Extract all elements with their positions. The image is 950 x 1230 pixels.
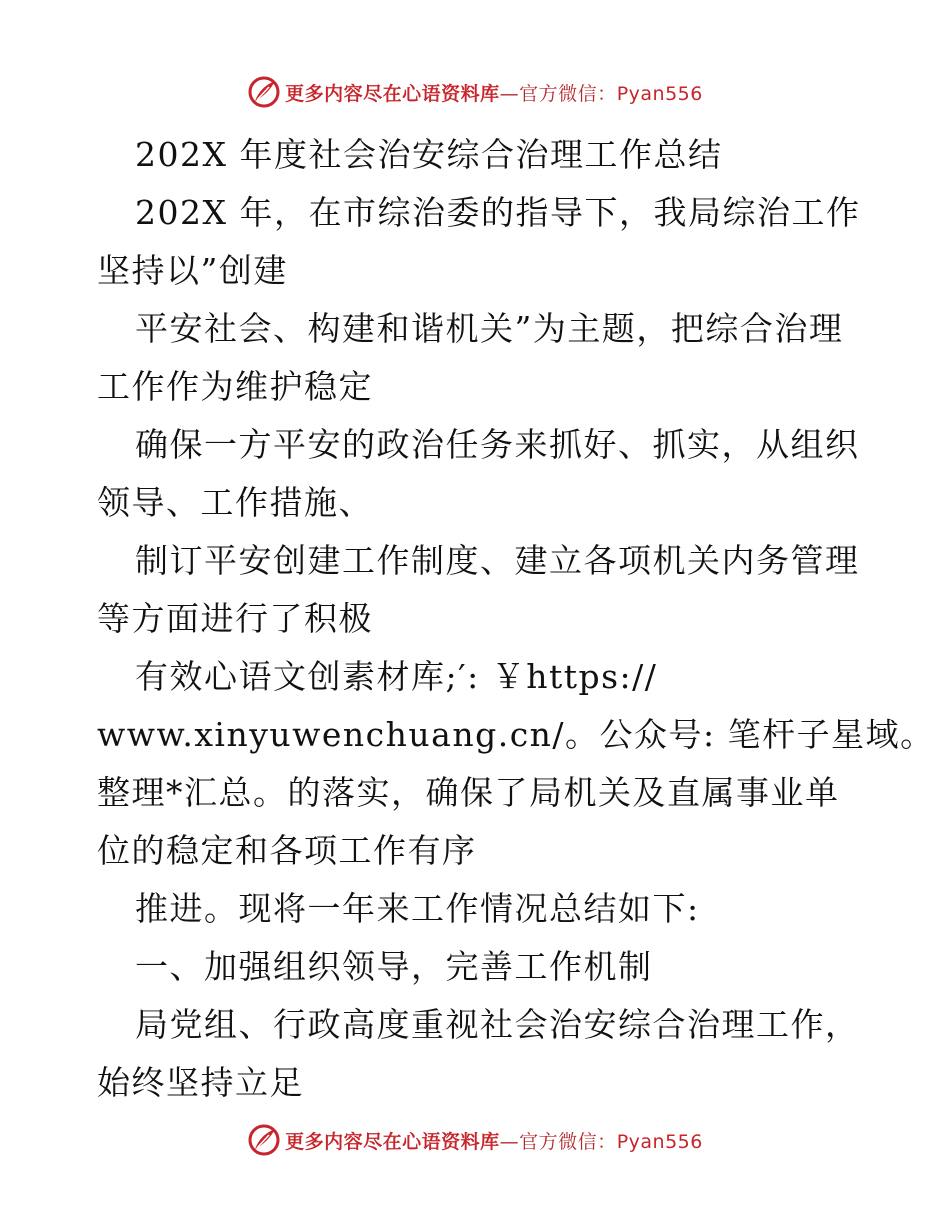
banner-wechat-id: Pyan556 (616, 82, 703, 105)
banner-dash: — (499, 1130, 520, 1153)
banner-dash: — (499, 82, 520, 105)
paragraph-line: 等方面进行了积极 (97, 599, 373, 638)
paragraph-line: 整理*汇总。的落实，确保了局机关及直属事业单 (97, 773, 840, 812)
footer-banner (0, 1118, 950, 1162)
paragraph-line: 平安社会、构建和谐机关”为主题，把综合治理 (135, 309, 844, 348)
banner-text (285, 1127, 703, 1154)
banner-slogan: 更多内容尽在心语资料库 (285, 1130, 500, 1153)
banner-text (285, 79, 703, 106)
paragraph-line: 始终坚持立足 (97, 1063, 304, 1102)
document-body (97, 126, 935, 1112)
paragraph-line: 工作作为维护稳定 (97, 367, 373, 406)
feather-pen-logo-icon (247, 1123, 281, 1157)
banner-slogan: 更多内容尽在心语资料库 (285, 82, 500, 105)
paragraph-line: 确保一方平安的政治任务来抓好、抓实，从组织 (135, 425, 860, 464)
paragraph-line: 位的稳定和各项工作有序 (97, 831, 477, 870)
paragraph-line: 领导、工作措施、 (97, 483, 373, 522)
banner-wechat-id: Pyan556 (616, 1130, 703, 1153)
feather-pen-logo-icon (247, 75, 281, 109)
document-title: 202X 年度社会治安综合治理工作总结 (135, 135, 723, 174)
header-banner (0, 70, 950, 114)
paragraph-line: 局党组、行政高度重视社会治安综合治理工作， (135, 1005, 860, 1044)
section-heading: 一、加强组织领导，完善工作机制 (135, 947, 653, 986)
paragraph-line: 202X 年，在市综治委的指导下，我局综治工作 (135, 193, 861, 232)
banner-official-label: 官方微信： (519, 82, 617, 105)
paragraph-line: 推进。现将一年来工作情况总结如下: (135, 889, 700, 928)
banner-official-label: 官方微信： (519, 1130, 617, 1153)
paragraph-line: www.xinyuwenchuang.cn/。公众号: 笔杆子星域。 (97, 715, 935, 754)
paragraph-line: 制订平安创建工作制度、建立各项机关内务管理 (135, 541, 860, 580)
paragraph-line: 有效心语文创素材库;′: ￥https:// (135, 657, 658, 696)
paragraph-line: 坚持以”创建 (97, 251, 288, 290)
